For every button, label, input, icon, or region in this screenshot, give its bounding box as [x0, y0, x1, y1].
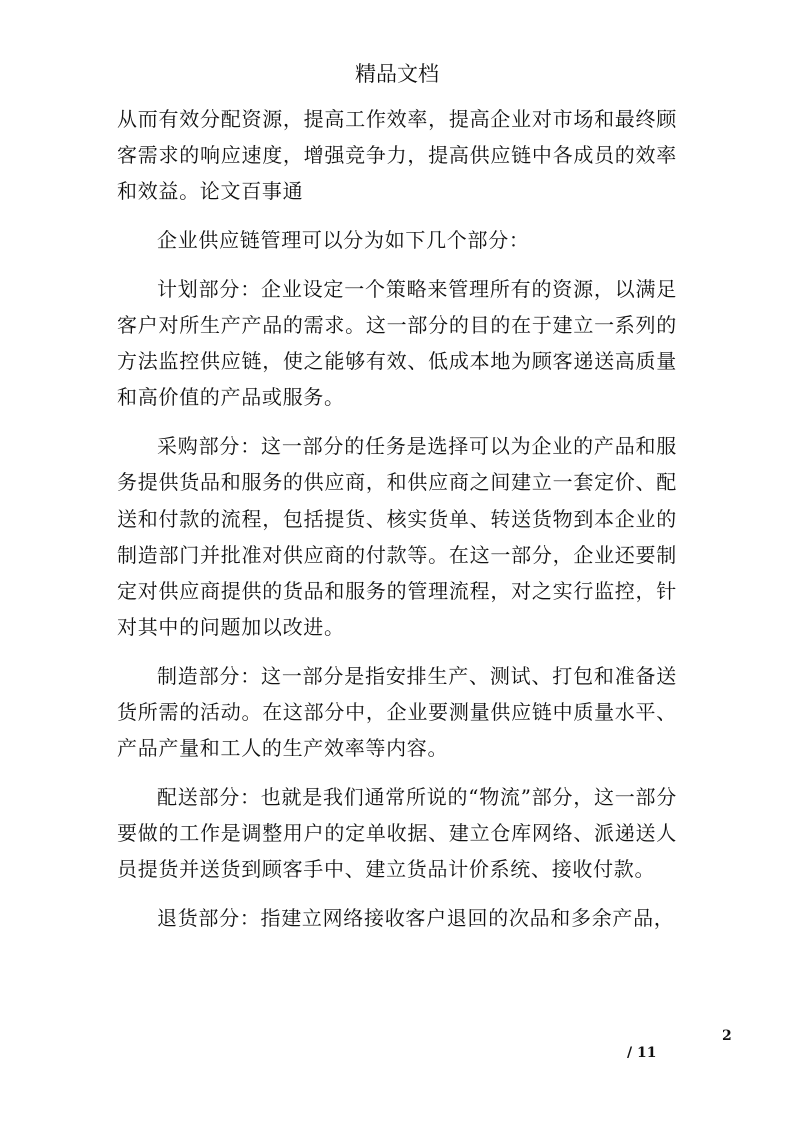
paragraph: 企业供应链管理可以分为如下几个部分：: [157, 228, 530, 253]
paragraph: 计划部分：企业设定一个策略来管理所有的资源，以满足客户对所生产产品的需求。这一部分的目的在于建立一系列的方法监控供应链，使之能够有效、低成本地为顾客递送高质量和高价值的产品或服务。: [117, 276, 677, 410]
paragraph: 采购部分：这一部分的任务是选择可以为企业的产品和服务提供货品和服务的供应商，和供应商之间建立一套定价、配送和付款的流程，包括提货、核实货单、转送货物到本企业的制造部门并批准对供应商的付款等。在这一部分，企业还要制定对供应商提供的货品和服务的管理流程，对之实行监控，针对其中的问题加以改进。: [117, 434, 677, 640]
page-total: / 11: [627, 1045, 657, 1061]
paragraph: 退货部分：指建立网络接收客户退回的次品和多余产品，: [157, 906, 675, 931]
paragraph: 制造部分：这一部分是指安排生产、测试、打包和准备送货所需的活动。在这部分中，企业要测量供应链中质量水平、产品产量和工人的生产效率等内容。: [117, 663, 677, 761]
document-header: 精品文档: [355, 62, 439, 86]
paragraph: 配送部分：也就是我们通常所说的“物流”部分，这一部分要做的工作是调整用户的定单收据、建立仓库网络、派递送人员提货并送货到顾客手中、建立货品计价系统、接收付款。: [117, 784, 677, 882]
document-body: [117, 101, 677, 949]
page-number: 2: [722, 1028, 732, 1044]
paragraph: 从而有效分配资源，提高工作效率，提高企业对市场和最终顾客需求的响应速度，增强竞争力，提高供应链中各成员的效率和效益。论文百事通: [117, 107, 677, 204]
